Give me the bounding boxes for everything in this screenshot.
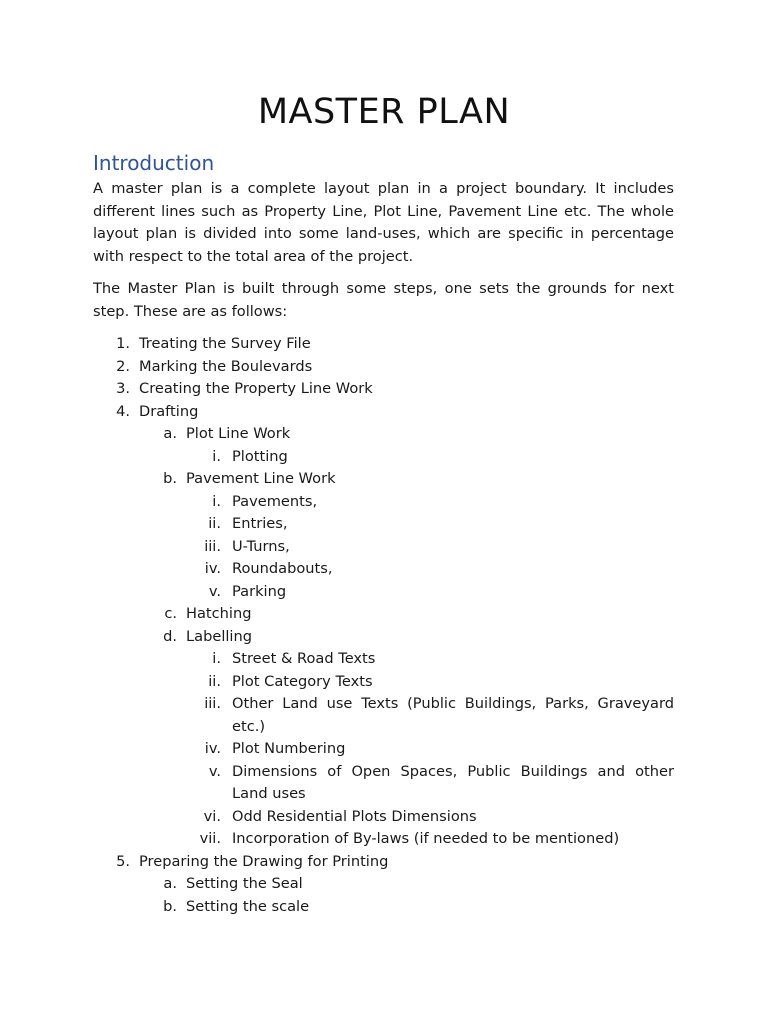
list-marker: 5. — [116, 852, 130, 870]
list-item-text: Pavements, — [232, 492, 318, 510]
list-marker: b. — [163, 470, 177, 487]
list-item-text: U-Turns, — [232, 537, 290, 555]
section-heading-introduction: Introduction — [93, 151, 215, 175]
list-marker: c. — [164, 605, 177, 622]
list-marker: ii. — [208, 515, 221, 532]
list-item-text: Entries, — [232, 515, 288, 532]
list-item-text: Roundabouts, — [232, 560, 333, 577]
list-item-text: Drafting — [139, 402, 199, 420]
list-marker: 2. — [116, 357, 130, 375]
list-item-text: Plotting — [232, 447, 288, 465]
intro-paragraph: A master plan is a complete layout plan in a project boundary. It includes different lines such as Property Line, Plot Line, Pavement Line etc. The whole layout plan is divided into some land-uses, which are specific in percentage with respect to the total area of the project. — [93, 180, 674, 265]
list-marker: 4. — [116, 402, 130, 420]
list-item-text: Labelling — [186, 627, 252, 645]
list-item-text: Setting the scale — [186, 897, 310, 915]
list-marker: 1. — [116, 335, 130, 352]
list-marker: vii. — [199, 830, 221, 847]
list-marker: iv. — [204, 740, 221, 757]
list-marker: v. — [208, 762, 221, 780]
list-item-text: Plot Numbering — [232, 740, 346, 757]
list-item-text: Creating the Property Line Work — [139, 380, 373, 397]
list-item-text: Parking — [232, 582, 287, 600]
list-item-text: Preparing the Drawing for Printing — [139, 852, 389, 870]
list-item-text: Marking the Boulevards — [139, 357, 313, 375]
steps-intro-paragraph: The Master Plan is built through some steps, one sets the grounds for next step. These are as follows: — [93, 280, 674, 320]
list-marker: v. — [208, 582, 221, 600]
list-marker: i. — [212, 650, 221, 667]
list-marker: iii. — [204, 537, 221, 555]
list-marker: ii. — [208, 672, 221, 690]
list-marker: 3. — [116, 380, 130, 397]
list-item-text: Street & Road Texts — [232, 650, 376, 667]
list-item-text: Other Land use Texts (Public Buildings, Parks, Graveyard etc.) — [232, 695, 674, 735]
list-marker: iv. — [204, 560, 221, 577]
list-item-text: Incorporation of By-laws (if needed to be mentioned) — [232, 830, 620, 847]
list-item-text: Treating the Survey File — [139, 335, 311, 352]
list-marker: iii. — [204, 695, 221, 712]
list-item-text: Dimensions of Open Spaces, Public Buildings and other Land uses — [232, 762, 674, 802]
list-marker: i. — [212, 447, 221, 465]
list-marker: d. — [163, 627, 177, 645]
list-item-text: Setting the Seal — [186, 875, 303, 892]
list-item-text: Pavement Line Work — [186, 470, 336, 487]
list-marker: i. — [212, 492, 221, 510]
list-marker: vi. — [203, 807, 221, 825]
list-marker: b. — [163, 897, 177, 915]
list-marker: a. — [163, 875, 177, 892]
list-item-text: Hatching — [186, 605, 252, 622]
list-item-text: Plot Line Work — [186, 425, 291, 442]
list-marker: a. — [163, 425, 177, 442]
document-title: MASTER PLAN — [257, 92, 511, 132]
list-item-text: Plot Category Texts — [232, 672, 373, 690]
list-item-text: Odd Residential Plots Dimensions — [232, 807, 477, 825]
